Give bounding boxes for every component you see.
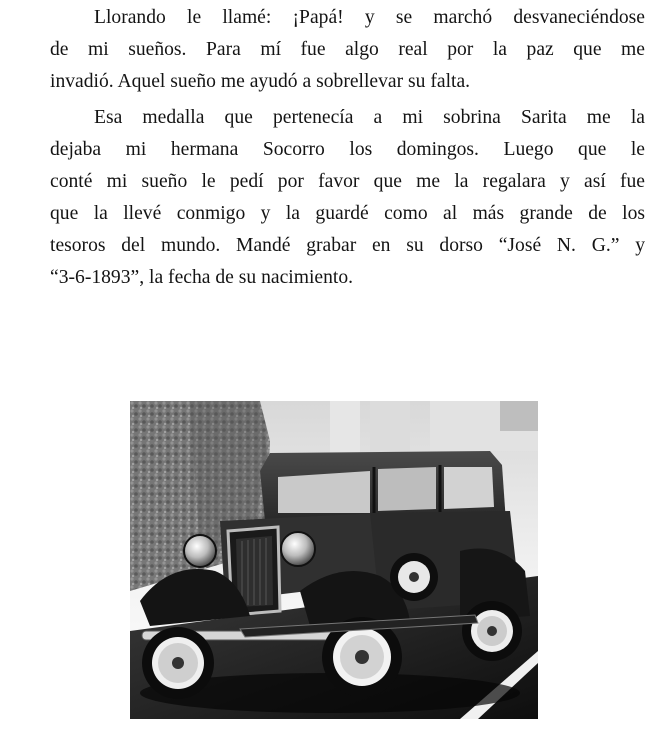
car-windshield (278, 471, 370, 513)
wheel-rear (462, 601, 522, 661)
headlamp-left (184, 535, 216, 567)
paragraph-2 (50, 102, 645, 294)
car-window-rear (444, 467, 494, 509)
spare-wheel (390, 553, 438, 601)
wheel-front-left (142, 627, 214, 699)
vintage-car-photo (130, 401, 538, 719)
paragraph-line: “3-6-1893”, la fecha de su nacimiento. (50, 267, 354, 288)
paragraph-1 (50, 2, 645, 98)
headlamp-right (281, 532, 315, 566)
body-text (50, 2, 645, 294)
car-photo-illustration (130, 401, 538, 719)
paragraph-line: conté mi sueño le pedí por favor que me la regalara y así fue (50, 171, 645, 192)
paragraph-line: Esa medalla que pertenecía a mi sobrina Sarita me la (94, 107, 645, 128)
paragraph-line: dejaba mi hermana Socorro los domingos. Luego que le (50, 139, 645, 160)
paragraph-line: Llorando le llamé: ¡Papá! y se marchó desvaneciéndose (94, 7, 645, 28)
paragraph-line: de mi sueños. Para mí fue algo real por la paz que me (50, 39, 645, 60)
paragraph-line: invadió. Aquel sueño me ayudó a sobrellevar su falta. (50, 71, 471, 92)
car-window-front (378, 467, 436, 511)
paragraph-line: tesoros del mundo. Mandé grabar en su dorso “José N. G.” y (50, 235, 645, 256)
paragraph-line: que la llevé conmigo y la guardé como al más grande de los (50, 203, 645, 224)
